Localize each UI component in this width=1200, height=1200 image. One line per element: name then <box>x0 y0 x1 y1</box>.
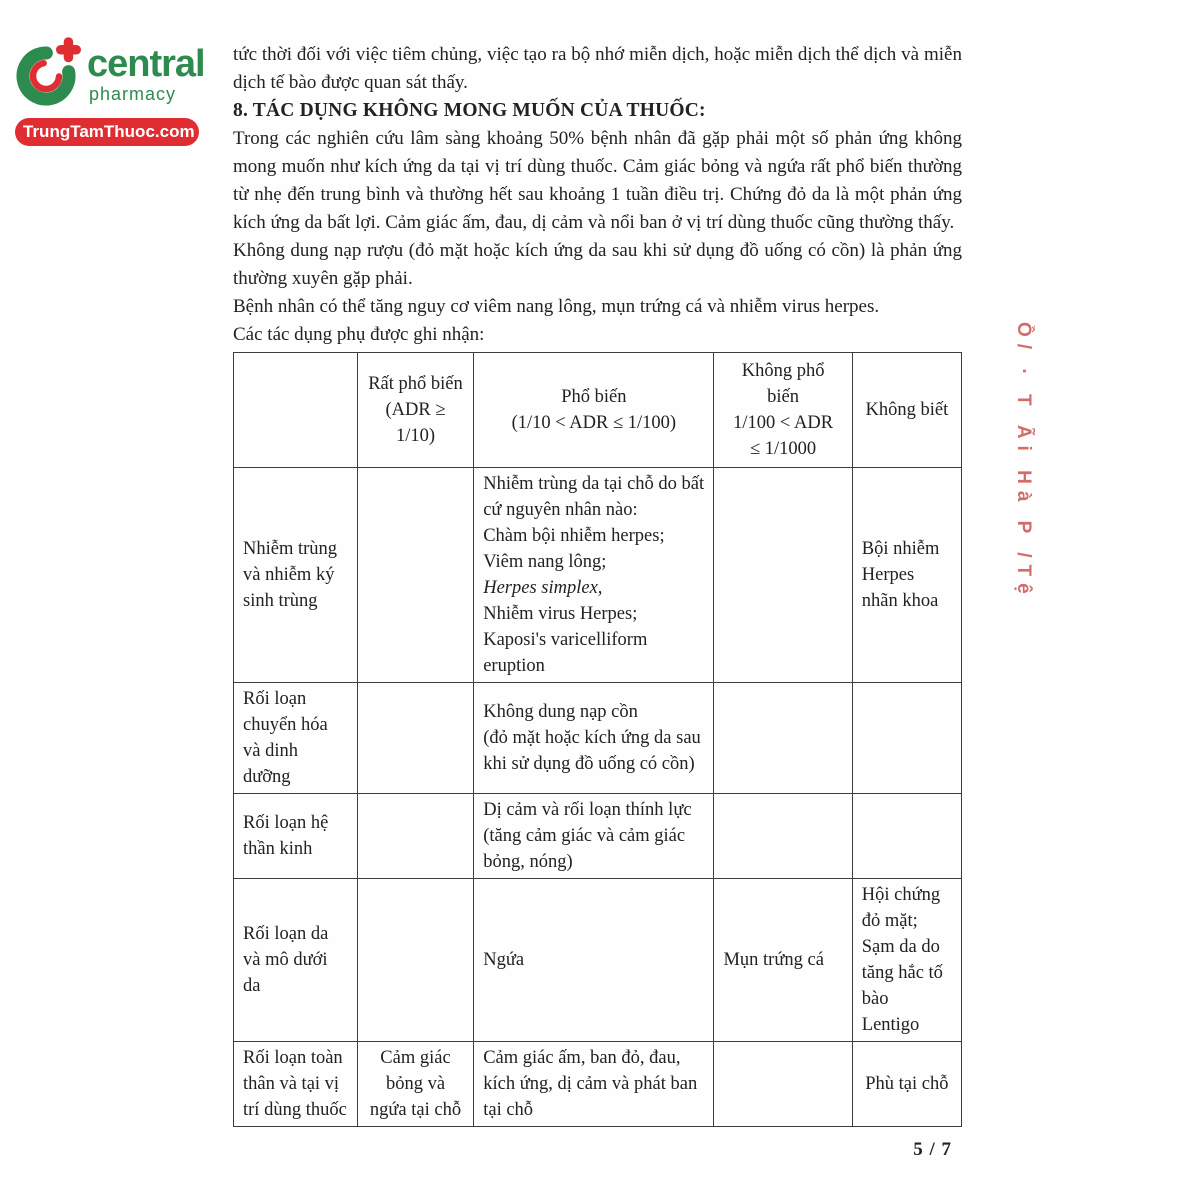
table-cell-line: Lentigo <box>861 1015 920 1035</box>
intro-paragraph: tức thời đối với việc tiêm chủng, việc tạo ra bộ nhớ miễn dịch, hoặc miễn dịch thể dịch và miễn dịch tế bào được quan sát thấy. <box>233 44 962 93</box>
table-header-cell <box>474 353 714 468</box>
table-cell <box>234 794 358 879</box>
table-row <box>234 683 962 794</box>
paragraph-clinical-studies: Trong các nghiên cứu lâm sàng khoảng 50% bệnh nhân đã gặp phải một số phản ứng không mong muốn như kích ứng da tại vị trí dùng thuốc. Cảm giác bỏng và ngứa rất phổ biến thường từ nhẹ đến trung bình và thường hết sau khoảng 1 tuần điều trị. Chứng đỏ da là một phản ứng kích ứng da bất lợi. Cảm giác ấm, đau, dị cảm và nổi ban ở vị trí dùng thuốc cũng thường thấy. <box>233 128 962 233</box>
pharmacy-logo <box>15 36 225 146</box>
table-cell <box>357 683 473 794</box>
table-cell-line: Hội chứng đỏ mặt; <box>861 885 941 931</box>
logo-website-banner: TrungTamThuoc.com <box>15 118 199 146</box>
table-header-line: (1/10 < ADR ≤ 1/100) <box>511 413 677 433</box>
paragraph-infection-risk: Bệnh nhân có thể tăng nguy cơ viêm nang lông, mụn trứng cá và nhiễm virus herpes. <box>233 296 880 317</box>
table-cell <box>234 683 358 794</box>
table-row <box>234 1042 962 1127</box>
table-cell-line: Chàm bội nhiễm herpes; <box>483 526 665 546</box>
table-cell-line: Không dung nạp cồn <box>483 702 638 722</box>
adr-table-body <box>234 468 962 1127</box>
table-cell-line: Herpes simplex, <box>483 578 603 598</box>
table-cell-line: Dị cảm và rối loạn thính lực <box>483 800 692 820</box>
logo-top-row <box>15 36 225 111</box>
table-cell <box>357 1042 473 1127</box>
table-header-line: Không phổ <box>741 361 825 381</box>
table-cell-line: Phù tại chỗ <box>865 1074 949 1094</box>
adr-table-head <box>234 353 962 468</box>
table-cell-line: Kaposi's varicelliform eruption <box>483 630 648 676</box>
table-cell-line: Nhiễm trùng da tại chỗ do bất cứ nguyên nhân nào: <box>483 474 705 520</box>
table-header-cell <box>852 353 961 468</box>
table-cell <box>714 794 852 879</box>
table-cell-line: (tăng cảm giác và cảm giác bỏng, nóng) <box>483 826 686 872</box>
table-header-cell <box>714 353 852 468</box>
section-heading: 8. TÁC DỤNG KHÔNG MONG MUỐN CỦA THUỐC: <box>233 100 706 121</box>
table-cell <box>714 468 852 683</box>
table-cell <box>234 468 358 683</box>
table-cell <box>357 468 473 683</box>
table-cell <box>714 683 852 794</box>
table-cell-line: Viêm nang lông; <box>483 552 607 572</box>
table-cell <box>474 794 714 879</box>
central-pharmacy-logo-icon <box>15 36 81 111</box>
table-cell-line: Mụn trứng cá <box>723 950 824 970</box>
table-cell <box>714 879 852 1042</box>
table-row <box>234 794 962 879</box>
table-row <box>234 879 962 1042</box>
logo-subtitle-text: pharmacy <box>89 84 177 104</box>
table-cell <box>474 1042 714 1127</box>
table-cell <box>357 879 473 1042</box>
table-cell-line: Rối loạn hệ thần kinh <box>243 813 329 859</box>
table-lead-in: Các tác dụng phụ được ghi nhận: <box>233 324 485 345</box>
table-header-cell <box>357 353 473 468</box>
table-cell <box>852 1042 961 1127</box>
table-cell-line: Sạm da do tăng hắc tố bào <box>861 937 943 1009</box>
table-cell-line: (đỏ mặt hoặc kích ứng da sau khi sử dụng đồ uống có cồn) <box>483 728 701 774</box>
table-cell-line: Cảm giác bỏng và ngứa tại chỗ <box>369 1048 462 1120</box>
table-header-line: biến <box>767 387 800 407</box>
table-header-line: Rất phổ biến <box>368 374 463 394</box>
adr-table <box>233 352 962 1127</box>
table-cell <box>474 879 714 1042</box>
table-cell <box>714 1042 852 1127</box>
table-cell-line: Bội nhiễm Herpes nhãn khoa <box>861 539 940 611</box>
table-header-line: Phổ biến <box>561 387 627 407</box>
table-cell <box>852 794 961 879</box>
table-cell-line: Ngứa <box>483 950 525 970</box>
table-cell-line: Cảm giác ấm, ban đỏ, đau, kích ứng, dị cảm và phát ban tại chỗ <box>483 1048 698 1120</box>
table-cell-line: Rối loạn chuyển hóa và dinh dưỡng <box>243 689 328 787</box>
table-header-line: Không biết <box>865 400 949 420</box>
paragraph-alcohol-intolerance: Không dung nạp rượu (đỏ mặt hoặc kích ứng da sau khi sử dụng đồ uống có cồn) là phản ứng thường xuyên gặp phải. <box>233 240 962 289</box>
table-cell <box>852 879 961 1042</box>
page-number: 5 / 7 <box>913 1139 952 1160</box>
table-cell <box>852 468 961 683</box>
table-cell-line: Rối loạn toàn thân và tại vị trí dùng thuốc <box>243 1048 347 1120</box>
table-header-line: ≤ 1/1000 <box>750 439 817 459</box>
table-cell <box>357 794 473 879</box>
table-cell-line: Rối loạn da và mô dưới da <box>243 924 329 996</box>
table-header-line: 1/100 < ADR <box>733 413 834 433</box>
logo-wordmark <box>87 36 205 104</box>
table-cell-line: Nhiễm virus Herpes; <box>483 604 638 624</box>
table-cell <box>234 1042 358 1127</box>
table-header-line: 1/10) <box>395 426 436 446</box>
table-header-row <box>234 353 962 468</box>
table-header-line: (ADR ≥ <box>385 400 446 420</box>
table-cell <box>234 879 358 1042</box>
table-header-cell <box>234 353 358 468</box>
table-cell <box>474 683 714 794</box>
table-cell <box>474 468 714 683</box>
red-stamp-fragment: Ồ/ · T Ãi Hà P /Tệ <box>1013 322 1034 601</box>
logo-brand-text: central <box>87 43 205 85</box>
table-cell-line: Nhiễm trùng và nhiễm ký sinh trùng <box>243 539 338 611</box>
document-content <box>233 41 962 1161</box>
table-row <box>234 468 962 683</box>
table-cell <box>852 683 961 794</box>
